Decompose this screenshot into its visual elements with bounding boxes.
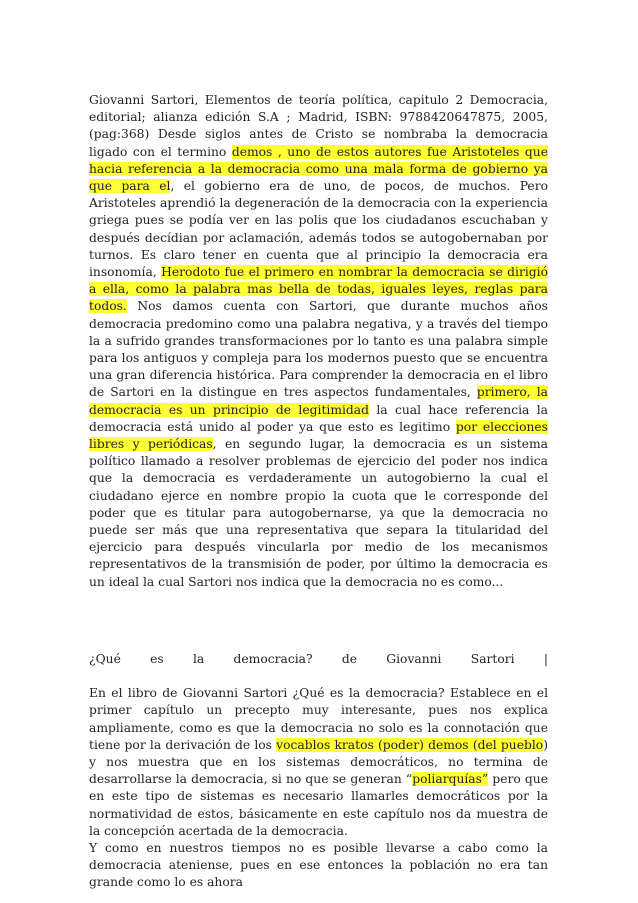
text-segment: En el libro de Giovanni Sartori ¿Qué es la democracia? Establece en el primer capítulo un precepto muy interesante, pues nos explica ampliamente, como es que la democracia no solo es la connotación que tiene por la derivación de los [89,686,548,752]
paragraph-sartori-elementos [89,92,548,591]
highlighted-text: por elecciones libres y periódicas [89,419,548,452]
heading-word: | [543,651,548,666]
paragraph-que-es-democracia [89,685,548,840]
text-segment: pero que en este tipo de sistemas es necesario llamarles democráticos por la normatividad de estos, básicamente en este capítulo nos da muestra de la concepción acertada de la democracia. [89,772,548,838]
heading-word: Sartori [470,651,515,666]
heading-word: de [341,651,358,666]
heading-word: la [193,651,205,666]
heading-word: Giovanni [386,651,442,666]
highlighted-text: primero, la democracia es un principio de legitimidad [89,385,548,417]
text-segment: Nos damos cuenta con Sartori, que durante muchos años democracia predomino como una palabra negativa, y a través del tiempo la a sufrido grandes transformaciones por lo tanto es una palabra simple para los antiguos y compleja para los modernos puesto que se encuentra una gran diferencia histórica. Para comprender la democracia en el libro de Sartori en la distingue en tres aspectos fundamentales, [89,299,548,400]
spacer [89,668,548,685]
text-segment: , el gobierno era de uno, de pocos, de muchos. Pero Aristoteles aprendió la degeneración de la democracia con la experiencia griega pues se podía ver en las polis que los ciudadanos escuchaban y después decídian por aclamación, además todos se autogobernaban por turnos. Es claro tener en cuenta que al principio la democracia era insonomía, [89,179,548,280]
text-segment: , en segundo lugar, la democracia es un sistema político llamado a resolver problemas de ejercicio del poder nos indica que la democracia es verdaderamente un autogobierno la cual el ciudadano ejerce en nombre propio la cuota que le corresponde del poder que es titular para autogobernarse, ya que la democracia no puede ser más que una representativa que separa la titularidad del ejercicio para después vincularla por medio de los mecanismos representativos de la transmisión de poder, por último la democracia es un ideal la cual Sartori nos indica que la democracia no es como... [89,437,549,589]
highlighted-text: poliarquías” [412,772,489,787]
text-segment: ) y nos muestra que en los sistemas democráticos, no termina de desarrollarse la democracia, si no que se generan “ [89,737,548,787]
text-segment: Giovanni Sartori, Elementos de teoría política, capitulo 2 Democracia, editorial; alianza edición S.A ; Madrid, ISBN: 9788420647875, 2005, (pag:368) Desde siglos antes de Cristo se nombraba la democracia ligado con el termino [89,93,548,159]
spacer [89,591,548,651]
heading-word: ¿Qué [89,651,121,666]
paragraph-continuation: Y como en nuestros tiempos no es posible llevarse a cabo como la democracia ateniense, pues en ese entonces la población no era tan grande como lo es ahora [89,840,548,890]
heading-word: democracia? [233,651,313,666]
text-segment: la cual hace referencia la democracia está unido al poder ya que esto es legitimo [89,402,548,434]
heading-que-es-la-democracia [89,651,548,668]
highlighted-text: vocablos kratos (poder) demos (del pueblo [276,737,544,752]
highlighted-text: Herodoto fue el primero en nombrar la democracia se dirigió a ella, como la palabra mas bella de todas, iguales leyes, reglas para todos. [89,265,549,314]
highlighted-text: demos , uno de estos autores fue Aristoteles que hacia referencia a la democracia como una mala forma de gobierno ya que para el [89,144,548,194]
heading-word: es [150,651,164,666]
document-page [89,92,548,892]
